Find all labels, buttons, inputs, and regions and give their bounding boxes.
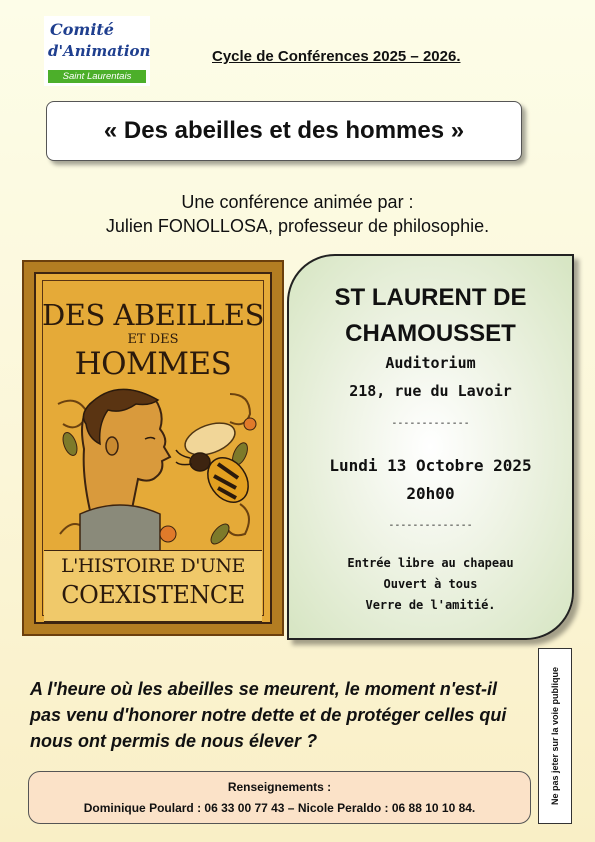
speaker-block — [0, 190, 595, 238]
contact-heading: Renseignements : — [227, 780, 332, 794]
disposal-notice-box — [538, 648, 572, 824]
open-info: Ouvert à tous — [383, 577, 478, 591]
town-line-1: ST LAURENT DE — [334, 284, 527, 311]
logo-line-2: d'Animation — [48, 42, 151, 60]
conference-title: « Des abeilles et des hommes » — [46, 101, 522, 161]
cover-banner — [44, 550, 262, 622]
contact-box — [28, 771, 531, 824]
contact-details: Dominique Poulard : 06 33 00 77 43 – Nicole Peraldo : 06 88 10 10 84. — [83, 801, 476, 815]
cover-subtitle-line-2: COEXISTENCE — [61, 581, 245, 609]
man-and-bee-illustration — [50, 384, 262, 554]
town-line-2: CHAMOUSSET — [345, 320, 516, 347]
comite-logo — [44, 16, 150, 86]
speaker-intro: Une conférence animée par : — [181, 192, 414, 212]
teaser-quote: A l'heure où les abeilles se meurent, le moment n'est-il pas venu d'honorer notre dette et de protéger celles qui nous ont permis de nous élever ? — [30, 679, 507, 751]
book-cover-image — [22, 260, 284, 636]
venue-panel — [287, 254, 574, 640]
event-date: Lundi 13 Octobre 2025 — [329, 456, 532, 475]
disposal-notice-text: Ne pas jeter sur la voie publique — [550, 666, 560, 806]
cover-title-line-2: ET DES — [127, 332, 179, 347]
cycle-heading: Cycle de Conférences 2025 – 2026. — [212, 48, 461, 65]
venue-address: 218, rue du Lavoir — [349, 382, 512, 400]
separator-1: ------------- — [391, 418, 470, 429]
speaker-name: Julien FONOLLOSA, professeur de philosophie. — [105, 216, 490, 236]
cover-inner-frame — [34, 272, 272, 624]
separator-2: -------------- — [388, 520, 473, 531]
cover-subtitle-line-1: L'HISTOIRE D'UNE — [61, 555, 245, 577]
logo-line-1: Comité — [50, 20, 114, 39]
logo-line-3: Saint Laurentais — [48, 70, 146, 83]
cover-title-line-1: DES ABEILLES — [42, 298, 264, 332]
event-time: 20h00 — [406, 484, 455, 503]
drink-info: Verre de l'amitié. — [365, 598, 496, 612]
venue-place: Auditorium — [385, 354, 476, 372]
cover-title-line-3: HOMMES — [74, 346, 232, 382]
entry-info: Entrée libre au chapeau — [347, 556, 514, 570]
